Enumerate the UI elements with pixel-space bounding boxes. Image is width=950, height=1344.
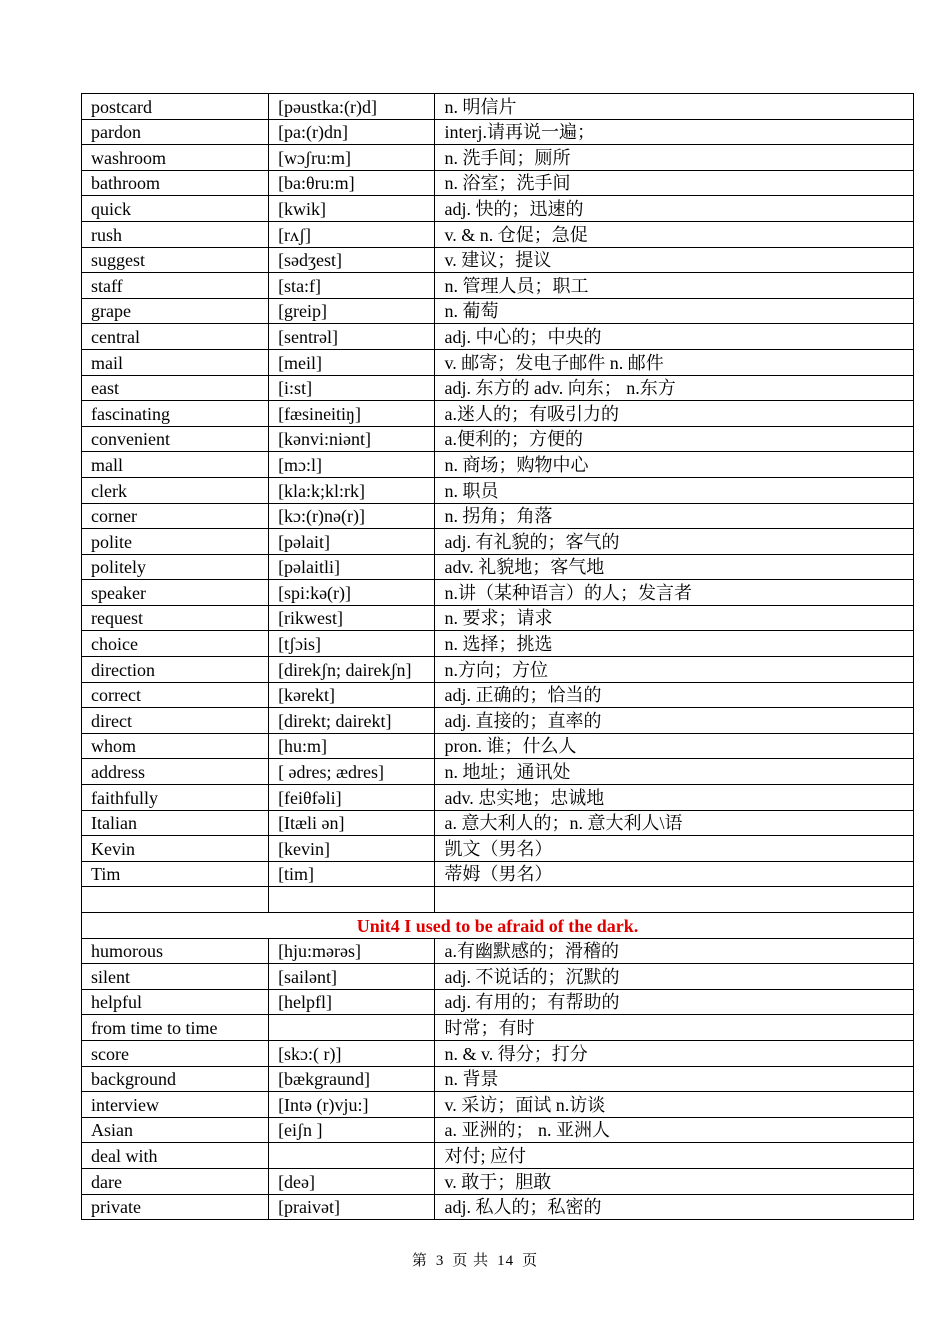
word-cell: background [82, 1066, 269, 1092]
footer-middle: 页 共 [452, 1253, 490, 1269]
phonetic-cell: [praivət] [269, 1194, 435, 1220]
table-row [82, 170, 914, 196]
blank-cell [435, 887, 914, 913]
phonetic-cell: [greip] [269, 298, 435, 324]
word-cell: quick [82, 196, 269, 222]
table-row [82, 682, 914, 708]
meaning-cell: adj. 有用的；有帮助的 [435, 989, 914, 1015]
phonetic-cell: [tʃɔis] [269, 631, 435, 657]
phonetic-cell: [hju:mərəs] [269, 938, 435, 964]
meaning-cell: 时常；有时 [435, 1015, 914, 1041]
meaning-cell: n. 选择；挑选 [435, 631, 914, 657]
footer-prefix: 第 [411, 1253, 428, 1269]
meaning-cell: pron. 谁；什么人 [435, 733, 914, 759]
meaning-cell: n. 要求；请求 [435, 605, 914, 631]
meaning-cell: n.讲（某种语言）的人；发言者 [435, 580, 914, 606]
vocabulary-table [81, 93, 914, 1220]
table-row [82, 964, 914, 990]
meaning-cell: adj. 快的；迅速的 [435, 196, 914, 222]
table-row [82, 247, 914, 273]
meaning-cell: adj. 中心的；中央的 [435, 324, 914, 350]
meaning-cell: n. 浴室；洗手间 [435, 170, 914, 196]
table-row [82, 605, 914, 631]
phonetic-cell: [sentrəl] [269, 324, 435, 350]
table-row [82, 1117, 914, 1143]
word-cell: whom [82, 733, 269, 759]
word-cell: postcard [82, 94, 269, 120]
word-cell: helpful [82, 989, 269, 1015]
footer-page-number: 3 [435, 1253, 445, 1269]
word-cell: mail [82, 349, 269, 375]
page-footer [0, 1249, 950, 1270]
meaning-cell: a. 亚洲的； n. 亚洲人 [435, 1117, 914, 1143]
table-row [82, 119, 914, 145]
phonetic-cell [269, 1143, 435, 1169]
table-row [82, 580, 914, 606]
meaning-cell: n. 管理人员；职工 [435, 273, 914, 299]
phonetic-cell: [kla:k;kl:rk] [269, 477, 435, 503]
phonetic-cell: [meil] [269, 349, 435, 375]
phonetic-cell: [tim] [269, 861, 435, 887]
word-cell: Asian [82, 1117, 269, 1143]
word-cell: suggest [82, 247, 269, 273]
phonetic-cell: [mɔ:l] [269, 452, 435, 478]
word-cell: faithfully [82, 785, 269, 811]
table-row [82, 1040, 914, 1066]
meaning-cell: adj. 直接的；直率的 [435, 708, 914, 734]
word-cell: washroom [82, 145, 269, 171]
blank-cell [269, 887, 435, 913]
table-row [82, 785, 914, 811]
table-row [82, 708, 914, 734]
phonetic-cell: [pəlaitli] [269, 554, 435, 580]
phonetic-cell: [feiθfəli] [269, 785, 435, 811]
phonetic-cell: [direkt; dairekt] [269, 708, 435, 734]
table-row [82, 938, 914, 964]
word-cell: clerk [82, 477, 269, 503]
meaning-cell: v. 建议；提议 [435, 247, 914, 273]
phonetic-cell: [wɔʃru:m] [269, 145, 435, 171]
meaning-cell: v. 敢于；胆敢 [435, 1168, 914, 1194]
table-row [82, 733, 914, 759]
word-cell: Tim [82, 861, 269, 887]
table-row [82, 1092, 914, 1118]
word-cell: humorous [82, 938, 269, 964]
word-cell: polite [82, 529, 269, 555]
meaning-cell: 对付; 应付 [435, 1143, 914, 1169]
meaning-cell: n. 明信片 [435, 94, 914, 120]
word-cell: request [82, 605, 269, 631]
meaning-cell: adj. 东方的 adv. 向东； n.东方 [435, 375, 914, 401]
table-row [82, 375, 914, 401]
table-row [82, 145, 914, 171]
phonetic-cell: [kərekt] [269, 682, 435, 708]
meaning-cell: n.方向；方位 [435, 657, 914, 683]
phonetic-cell: [kwik] [269, 196, 435, 222]
meaning-cell: n. 商场；购物中心 [435, 452, 914, 478]
word-cell: mall [82, 452, 269, 478]
table-row [82, 452, 914, 478]
word-cell: pardon [82, 119, 269, 145]
phonetic-cell: [Itæli ən] [269, 810, 435, 836]
word-cell: central [82, 324, 269, 350]
phonetic-cell: [skɔ:( r)] [269, 1040, 435, 1066]
meaning-cell: v. 采访；面试 n.访谈 [435, 1092, 914, 1118]
table-row [82, 349, 914, 375]
table-row [82, 221, 914, 247]
meaning-cell: 凯文（男名） [435, 836, 914, 862]
table-row [82, 1168, 914, 1194]
table-row [82, 989, 914, 1015]
phonetic-cell: [pa:(r)dn] [269, 119, 435, 145]
meaning-cell: adj. 正确的；恰当的 [435, 682, 914, 708]
footer-total-pages: 14 [497, 1253, 515, 1269]
meaning-cell: a.有幽默感的；滑稽的 [435, 938, 914, 964]
meaning-cell: n. 背景 [435, 1066, 914, 1092]
meaning-cell: adv. 忠实地；忠诚地 [435, 785, 914, 811]
word-cell: interview [82, 1092, 269, 1118]
phonetic-cell: [pəustka:(r)d] [269, 94, 435, 120]
meaning-cell: v. 邮寄；发电子邮件 n. 邮件 [435, 349, 914, 375]
table-row [82, 1015, 914, 1041]
vocab-rows-unit4 [82, 938, 914, 1220]
table-row [82, 657, 914, 683]
word-cell: Kevin [82, 836, 269, 862]
table-row [82, 426, 914, 452]
phonetic-cell: [hu:m] [269, 733, 435, 759]
phonetic-cell: [rʌʃ] [269, 221, 435, 247]
word-cell: grape [82, 298, 269, 324]
phonetic-cell: [i:st] [269, 375, 435, 401]
table-row [82, 1143, 914, 1169]
word-cell: corner [82, 503, 269, 529]
table-row [82, 631, 914, 657]
word-cell: convenient [82, 426, 269, 452]
word-cell: bathroom [82, 170, 269, 196]
phonetic-cell: [ba:θru:m] [269, 170, 435, 196]
meaning-cell: a.便利的；方便的 [435, 426, 914, 452]
meaning-cell: n. 地址；通讯处 [435, 759, 914, 785]
word-cell: correct [82, 682, 269, 708]
table-row [82, 836, 914, 862]
phonetic-cell: [kɔ:(r)nə(r)] [269, 503, 435, 529]
word-cell: Italian [82, 810, 269, 836]
blank-row [82, 887, 914, 913]
phonetic-cell: [pəlait] [269, 529, 435, 555]
vocab-rows-unit3 [82, 94, 914, 887]
table-row [82, 324, 914, 350]
table-row [82, 529, 914, 555]
meaning-cell: 蒂姆（男名） [435, 861, 914, 887]
table-row [82, 273, 914, 299]
word-cell: staff [82, 273, 269, 299]
meaning-cell: adv. 礼貌地；客气地 [435, 554, 914, 580]
phonetic-cell: [kənvi:niənt] [269, 426, 435, 452]
word-cell: direction [82, 657, 269, 683]
table-row [82, 94, 914, 120]
table-row [82, 759, 914, 785]
unit-heading-row [82, 913, 914, 939]
spacer-rows [82, 887, 914, 938]
phonetic-cell: [fæsineitiŋ] [269, 401, 435, 427]
phonetic-cell: [sta:f] [269, 273, 435, 299]
phonetic-cell: [sailənt] [269, 964, 435, 990]
word-cell: score [82, 1040, 269, 1066]
phonetic-cell: [helpfl] [269, 989, 435, 1015]
meaning-cell: n. 洗手间；厕所 [435, 145, 914, 171]
blank-cell [82, 887, 269, 913]
meaning-cell: n. 葡萄 [435, 298, 914, 324]
phonetic-cell: [direkʃn; dairekʃn] [269, 657, 435, 683]
meaning-cell: interj.请再说一遍； [435, 119, 914, 145]
word-cell: address [82, 759, 269, 785]
meaning-cell: n. & v. 得分；打分 [435, 1040, 914, 1066]
phonetic-cell: [Intə (r)vju:] [269, 1092, 435, 1118]
meaning-cell: n. 职员 [435, 477, 914, 503]
table-row [82, 810, 914, 836]
table-row [82, 196, 914, 222]
word-cell: private [82, 1194, 269, 1220]
word-cell: east [82, 375, 269, 401]
word-cell: rush [82, 221, 269, 247]
phonetic-cell: [spi:kə(r)] [269, 580, 435, 606]
phonetic-cell: [eiʃn ] [269, 1117, 435, 1143]
meaning-cell: adj. 有礼貌的；客气的 [435, 529, 914, 555]
footer-suffix: 页 [522, 1253, 539, 1269]
table-row [82, 477, 914, 503]
table-row [82, 554, 914, 580]
table-row [82, 1194, 914, 1220]
phonetic-cell: [deə] [269, 1168, 435, 1194]
word-cell: from time to time [82, 1015, 269, 1041]
word-cell: deal with [82, 1143, 269, 1169]
meaning-cell: v. & n. 仓促；急促 [435, 221, 914, 247]
unit-heading: Unit4 I used to be afraid of the dark. [82, 913, 914, 939]
meaning-cell: n. 拐角；角落 [435, 503, 914, 529]
phonetic-cell: [rikwest] [269, 605, 435, 631]
meaning-cell: a.迷人的；有吸引力的 [435, 401, 914, 427]
phonetic-cell: [ ədres; ædres] [269, 759, 435, 785]
word-cell: silent [82, 964, 269, 990]
meaning-cell: a. 意大利人的；n. 意大利人\语 [435, 810, 914, 836]
phonetic-cell: [sədʒest] [269, 247, 435, 273]
word-cell: fascinating [82, 401, 269, 427]
table-row [82, 1066, 914, 1092]
word-cell: speaker [82, 580, 269, 606]
table-row [82, 861, 914, 887]
phonetic-cell [269, 1015, 435, 1041]
table-row [82, 298, 914, 324]
word-cell: choice [82, 631, 269, 657]
word-cell: dare [82, 1168, 269, 1194]
word-cell: politely [82, 554, 269, 580]
word-cell: direct [82, 708, 269, 734]
phonetic-cell: [kevin] [269, 836, 435, 862]
table-row [82, 401, 914, 427]
meaning-cell: adj. 不说话的；沉默的 [435, 964, 914, 990]
table-row [82, 503, 914, 529]
phonetic-cell: [bækgraund] [269, 1066, 435, 1092]
meaning-cell: adj. 私人的；私密的 [435, 1194, 914, 1220]
